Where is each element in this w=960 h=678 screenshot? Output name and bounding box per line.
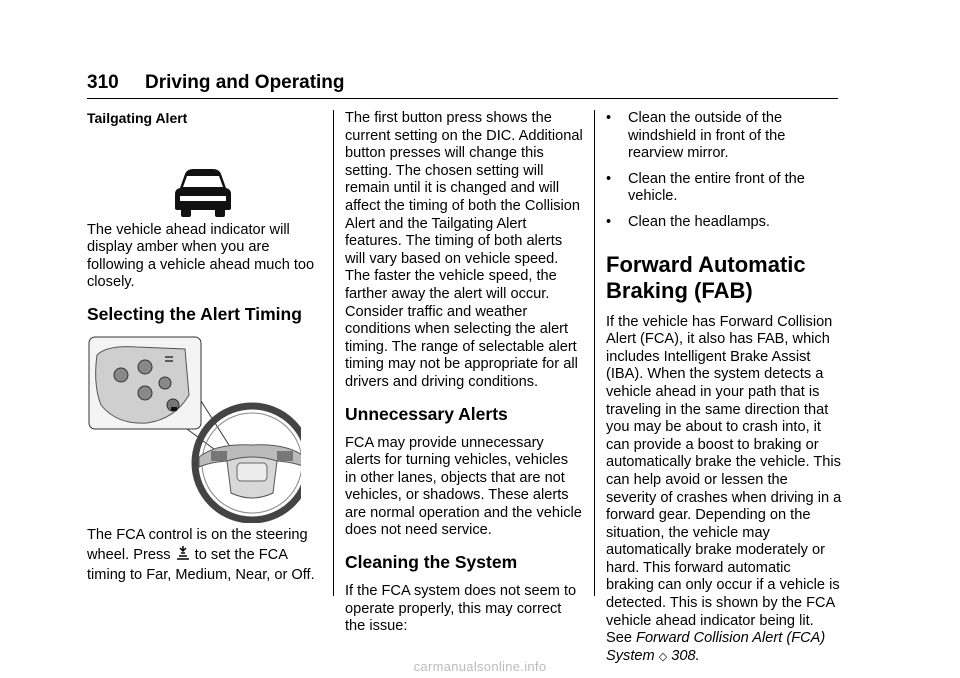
selecting-alert-timing-heading: Selecting the Alert Timing bbox=[87, 303, 302, 324]
watermark: carmanualsonline.info bbox=[413, 659, 547, 674]
reference-page[interactable]: 308. bbox=[671, 647, 700, 664]
steering-wheel-controls-illustration bbox=[87, 335, 325, 525]
fab-heading: Forward Automatic Braking (FAB) bbox=[606, 251, 806, 303]
bullet-text: Clean the outside of the windshield in front of the rearview mirror. bbox=[628, 110, 786, 162]
bullet-text: Clean the entire front of the vehicle. bbox=[628, 170, 805, 205]
column-1 bbox=[87, 110, 325, 585]
vehicle-ahead-indicator bbox=[87, 136, 325, 222]
column-2 bbox=[345, 110, 583, 636]
paragraph: If the FCA system does not seem to operate properly, this may correct the issue: bbox=[345, 583, 577, 635]
fca-control-text-end: to set the FCA timing to Far, Medium, Near, or Off. bbox=[87, 546, 315, 583]
fca-control-text: The FCA control is on the steering wheel. Press bbox=[87, 526, 308, 563]
header-rule bbox=[87, 98, 838, 99]
paragraph: The vehicle ahead indicator will display amber when you are following a vehicle ahead much too closely. bbox=[87, 221, 315, 291]
tailgating-alert-heading: Tailgating Alert bbox=[87, 110, 188, 126]
bullet-mark: • bbox=[606, 213, 612, 230]
list-item bbox=[606, 110, 842, 163]
column-3 bbox=[606, 110, 842, 666]
paragraph: The first button press shows the current setting on the DIC. Additional button presses will change this setting. The chosen setting will remain until it is changed and will affect the timing of both the Collision Alert and the Tailgating Alert features. The timing of both alerts will vary based on vehicle speed. The faster the vehicle speed, the farther away the alert will occur. Consider traffic and weather conditions when selecting the alert timing. The range of selectable alert timing may not be appropriate for all drivers and driving conditions. bbox=[345, 110, 583, 390]
section-title: Driving and Operating bbox=[145, 72, 345, 93]
vehicle-ahead-icon bbox=[171, 168, 235, 218]
bullet-mark: • bbox=[606, 170, 612, 187]
column-divider bbox=[333, 110, 334, 596]
page-header bbox=[87, 72, 345, 94]
paragraph: FCA may provide unnecessary alerts for turning vehicles, vehicles in other lanes, objects that are not vehicles, or shadows. These alerts are normal operation and the vehicle does not need service. bbox=[345, 434, 582, 539]
paragraph bbox=[87, 525, 325, 585]
column-divider bbox=[594, 110, 595, 596]
bullet-mark: • bbox=[606, 110, 612, 126]
page-number: 310 bbox=[87, 72, 119, 93]
unnecessary-alerts-heading: Unnecessary Alerts bbox=[345, 403, 508, 424]
reference-link[interactable]: Forward Collision Alert (FCA) System bbox=[606, 630, 826, 664]
paragraph: If the vehicle has Forward Collision Alert (FCA), it also has FAB, which includes Intelligent Brake Assist (IBA). When the system detects a vehicle ahead in your path that is traveling in the same direction that you may be about to crash into, it can provide a boost to braking or automatically brake the vehicle. This can help avoid or lessen the severity of crashes when driving in a forward gear. Depending on the situation, the vehicle may automatically brake moderately or hard. This forward automatic braking can only occur if a vehicle is detected. This is shown by the FCA vehicle ahead indicator being lit. bbox=[606, 313, 842, 629]
list-item bbox=[606, 214, 842, 232]
reference-symbol: ◇ bbox=[658, 650, 668, 663]
see-label: See bbox=[606, 630, 632, 647]
bullet-text: Clean the headlamps. bbox=[628, 213, 770, 230]
cleaning-system-heading: Cleaning the System bbox=[345, 552, 518, 573]
collision-alert-timing-icon bbox=[175, 545, 191, 561]
list-item bbox=[606, 171, 842, 206]
